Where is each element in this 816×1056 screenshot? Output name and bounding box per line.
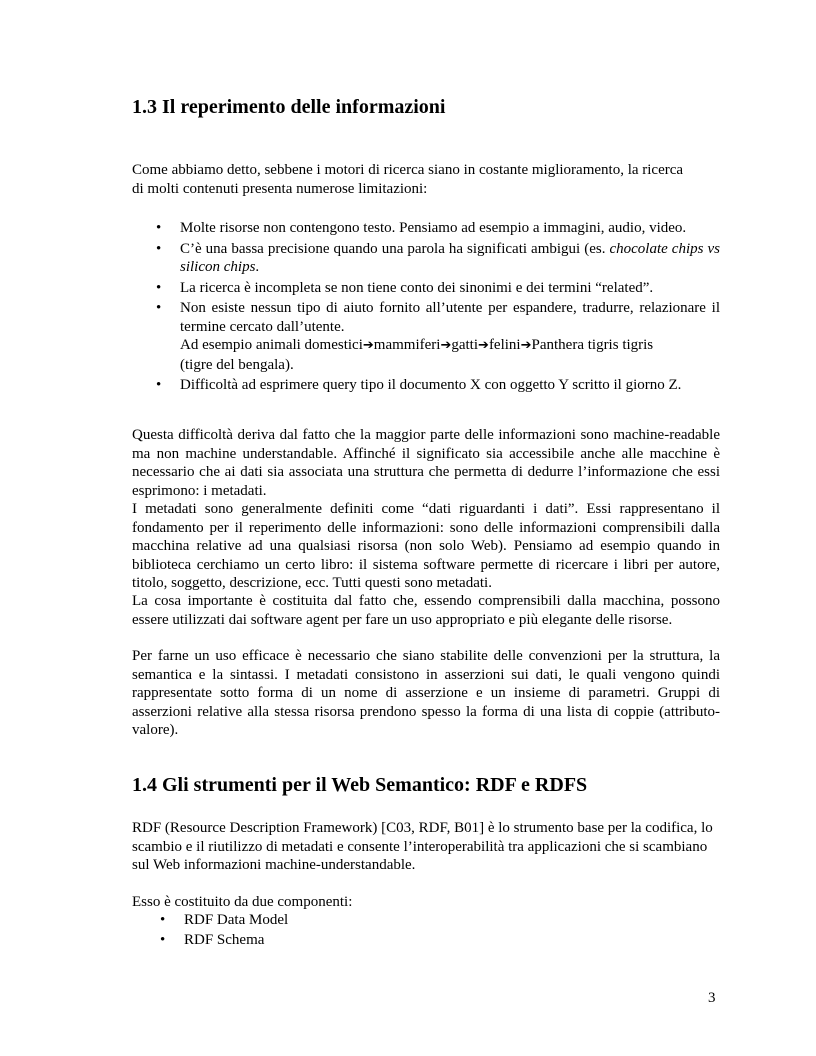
bullet-icon: • bbox=[160, 931, 166, 948]
body-paragraph: Esso è costituito da due componenti: bbox=[132, 894, 353, 910]
list-item: • Molte risorse non contengono testo. Pensiamo ad esempio a immagini, audio, video. bbox=[156, 220, 687, 236]
list-item: • RDF Schema bbox=[160, 931, 265, 948]
section-heading-1-3: 1.3 Il reperimento delle informazioni bbox=[132, 96, 446, 118]
body-paragraph: RDF (Resource Description Framework) [C03, RDF, B01] è lo strumento base per la codifica, lo scambio e il riutilizzo di metadati e consente l’interoperabilità tra applicazioni che si scambiano sul Web informazioni machine-understandable. bbox=[132, 820, 713, 873]
bullet-icon: • bbox=[156, 300, 162, 316]
list-item: • La ricerca è incompleta se non tiene conto dei sinonimi e dei termini “related”. bbox=[156, 279, 654, 296]
arrow-right-icon: ➔ bbox=[440, 338, 452, 353]
components-list bbox=[132, 911, 288, 950]
list-item: • RDF Data Model bbox=[160, 912, 289, 928]
body-paragraph: La cosa importante è costituita dal fatto che, essendo comprensibili dalla macchina, possono essere utilizzati dai software agent per fare un uso appropriato e più elegante delle risorse. bbox=[132, 593, 720, 628]
bullet-icon: • bbox=[156, 240, 162, 257]
list-item: • Non esiste nessun tipo di aiuto fornito all’utente per espandere, tradurre, relazionare il termine cercato dall’utente. Ad esempio animali domestici➔mammiferi➔gatti➔felini➔Panthera tigris tigris (tigre del bengala). bbox=[156, 300, 720, 373]
limitations-list bbox=[132, 219, 720, 397]
body-paragraph: Per farne un uso efficace è necessario che siano stabilite delle convenzioni per la struttura, la semantica e la sintassi. I metadati consistono in asserzioni sui dati, le quali vengono quindi rappresentate sotto forma di un nome di asserzione e un insieme di parametri. Gruppi di asserzioni relative alla stessa risorsa prendono spesso la forma di una lista di coppie (attributo-valore). bbox=[132, 648, 720, 738]
bullet-icon: • bbox=[156, 279, 162, 296]
arrow-right-icon: ➔ bbox=[362, 338, 374, 353]
section-heading-1-4: 1.4 Gli strumenti per il Web Semantico: RDF e RDFS bbox=[132, 774, 588, 796]
bullet-icon: • bbox=[160, 912, 166, 928]
bullet-icon: • bbox=[156, 220, 162, 236]
list-item: • C’è una bassa precisione quando una parola ha significati ambigui (es. chocolate chips vs silicon chips. bbox=[156, 240, 720, 275]
arrow-right-icon: ➔ bbox=[520, 338, 532, 353]
body-paragraph: Questa difficoltà deriva dal fatto che la maggior parte delle informazioni sono machine-readable ma non machine understandable. Affinché il significato sia accessibile anche alle macchine è necessario che ai dati sia associata una struttura che permetta di dedurre l’informazione che essi esprimono: i metadati. bbox=[132, 427, 720, 499]
intro-paragraph: Come abbiamo detto, sebbene i motori di ricerca siano in costante miglioramento, la ricerca di molti contenuti presenta numerose limitazioni: bbox=[132, 162, 684, 197]
body-paragraph: I metadati sono generalmente definiti come “dati riguardanti i dati”. Essi rappresentano il fondamento per il reperimento delle informazioni: sono delle informazioni comprensibili dalla macchina relative ad una qualsiasi risorsa (non solo Web). Pensiamo ad esempio quando in biblioteca cerchiamo un certo libro: il sistema software permette di ricercare i libri per autore, titolo, soggetto, descrizione, ecc. Tutti questi sono metadati. bbox=[132, 501, 720, 591]
page-number: 3 bbox=[708, 990, 716, 1006]
bullet-icon: • bbox=[156, 377, 162, 393]
list-item: • Difficoltà ad esprimere query tipo il documento X con oggetto Y scritto il giorno Z. bbox=[156, 377, 682, 393]
arrow-right-icon: ➔ bbox=[478, 338, 489, 353]
